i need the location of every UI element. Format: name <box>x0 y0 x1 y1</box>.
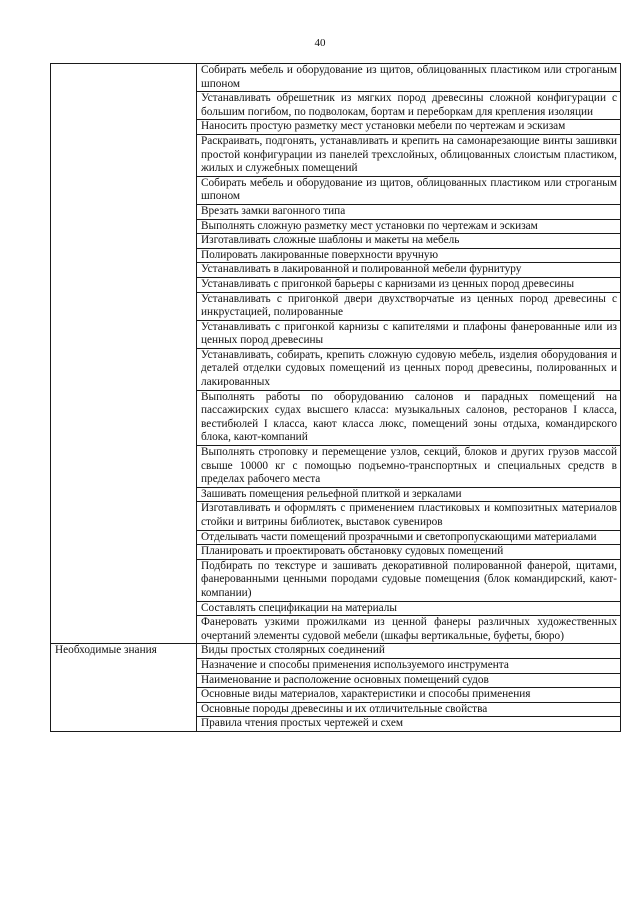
page-number: 40 <box>314 37 326 49</box>
skills-table <box>50 63 621 732</box>
skill-item-cell <box>197 248 621 263</box>
skills-table-body <box>51 64 621 732</box>
skill-item-cell <box>197 601 621 616</box>
skill-item-text: Основные виды материалов, характеристики и способы применения <box>201 688 531 701</box>
skill-item-text: Фанеровать узкими прожилками из ценной фанеры различных художественных очертаний элементы судовой мебели (шкафы вертикальные, буфеты, бюро) <box>201 616 617 642</box>
skill-item-text: Собирать мебель и оборудование из щитов, облицованных пластиком или строганым шпоном <box>201 64 617 90</box>
skill-item-cell <box>197 717 621 732</box>
skill-item-text: Наименование и расположение основных помещений судов <box>201 673 489 686</box>
skill-item-cell <box>197 277 621 292</box>
skill-item-text: Изготавливать и оформлять с применением пластиковых и композитных материалов стойки и витрины библиотек, выставок сувениров <box>201 502 617 528</box>
skill-item-cell <box>197 134 621 176</box>
skill-item-cell <box>197 390 621 445</box>
skill-item-cell <box>197 644 621 659</box>
skill-item-text: Подбирать по текстуре и зашивать декоративной полированной фанерой, щитами, фанерованными ценными породами судовые помещения (блок командирский, кают-компании) <box>201 559 617 599</box>
skill-item-text: Устанавливать с пригонкой двери двухстворчатые из ценных пород древесины с инкрустацией, полированные <box>201 292 617 319</box>
skill-item-text: Устанавливать, собирать, крепить сложную судовую мебель, изделия оборудования и деталей отделки судовых помещений из ценных пород древесины, полированных и лакированных <box>201 348 617 389</box>
skill-item-text: Устанавливать с пригонкой барьеры с карнизами из ценных пород древесины <box>201 277 575 290</box>
skill-item-cell <box>197 120 621 135</box>
skill-item-text: Наносить простую разметку мест установки мебели по чертежам и эскизам <box>201 120 566 133</box>
skill-item-cell <box>197 487 621 502</box>
skill-item-text: Выполнять работы по оборудованию салонов и парадных помещений на пассажирских судах высшего класса: музыкальных салонов, ресторанов I класса, вестибюлей I класса, кают класса люкс, помещений зоны отдыха, командирского блока, кают-компаний <box>201 390 617 444</box>
skill-item-cell <box>197 446 621 488</box>
skill-item-text: Планировать и проектировать обстановку судовых помещений <box>201 545 504 558</box>
skill-item-cell <box>197 616 621 644</box>
skill-item-cell <box>197 348 621 390</box>
skill-item-text: Врезать замки вагонного типа <box>201 204 346 217</box>
skill-item-text: Устанавливать в лакированной и полированной мебели фурнитуру <box>201 263 522 276</box>
table-row <box>51 64 621 92</box>
skill-item-text: Составлять спецификации на материалы <box>201 601 397 614</box>
skill-item-cell <box>197 64 621 92</box>
skill-item-cell <box>197 545 621 560</box>
skill-item-cell <box>197 234 621 249</box>
skill-item-cell <box>197 502 621 530</box>
skill-item-text: Назначение и способы применения используемого инструмента <box>201 658 509 671</box>
section-label-cell <box>51 64 197 644</box>
skill-item-cell <box>197 673 621 688</box>
skill-item-cell <box>197 204 621 219</box>
skill-item-text: Зашивать помещения рельефной плиткой и зеркалами <box>201 487 462 500</box>
skill-item-cell <box>197 530 621 545</box>
skill-item-cell <box>197 688 621 703</box>
skill-item-text: Выполнять строповку и перемещение узлов, секций, блоков и других грузов массой свыше 10000 кг с помощью подъемно-транспортных и специальных средств в пределах рабочего места <box>201 446 617 486</box>
skill-item-cell <box>197 292 621 320</box>
section-label: Необходимые знания <box>55 644 157 657</box>
skill-item-cell <box>197 658 621 673</box>
skill-item-text: Раскраивать, подгонять, устанавливать и крепить на самонарезающие винты зашивки простой конфигурации из панелей трехслойных, облицованных слоистым пластиком, жилых и служебных помещений <box>201 134 617 175</box>
skill-item-text: Устанавливать обрешетник из мягких пород древесины сложной конфигурации с большим погибом, по подволокам, бортам и переборкам для крепления изоляции <box>201 92 617 118</box>
skill-item-text: Изготавливать сложные шаблоны и макеты на мебель <box>201 234 460 247</box>
skill-item-cell <box>197 176 621 204</box>
skill-item-text: Полировать лакированные поверхности вручную <box>201 248 439 261</box>
skill-item-cell <box>197 92 621 120</box>
skill-item-cell <box>197 559 621 601</box>
skill-item-cell <box>197 320 621 348</box>
table-row <box>51 644 621 659</box>
skill-item-text: Основные породы древесины и их отличительные свойства <box>201 702 488 715</box>
skill-item-text: Виды простых столярных соединений <box>201 644 385 657</box>
section-label-cell <box>51 644 197 732</box>
skill-item-text: Выполнять сложную разметку мест установки по чертежам и эскизам <box>201 219 538 232</box>
skill-item-cell <box>197 219 621 234</box>
skill-item-text: Устанавливать с пригонкой карнизы с капителями и плафоны фанерованные или из ценных пород древесины <box>201 320 617 347</box>
skill-item-cell <box>197 263 621 278</box>
skill-item-cell <box>197 702 621 717</box>
skill-item-text: Собирать мебель и оборудование из щитов, облицованных пластиком или строганым шпоном <box>201 176 617 203</box>
skill-item-text: Отделывать части помещений прозрачными и светопропускающими материалами <box>201 530 597 543</box>
skill-item-text: Правила чтения простых чертежей и схем <box>201 717 404 730</box>
